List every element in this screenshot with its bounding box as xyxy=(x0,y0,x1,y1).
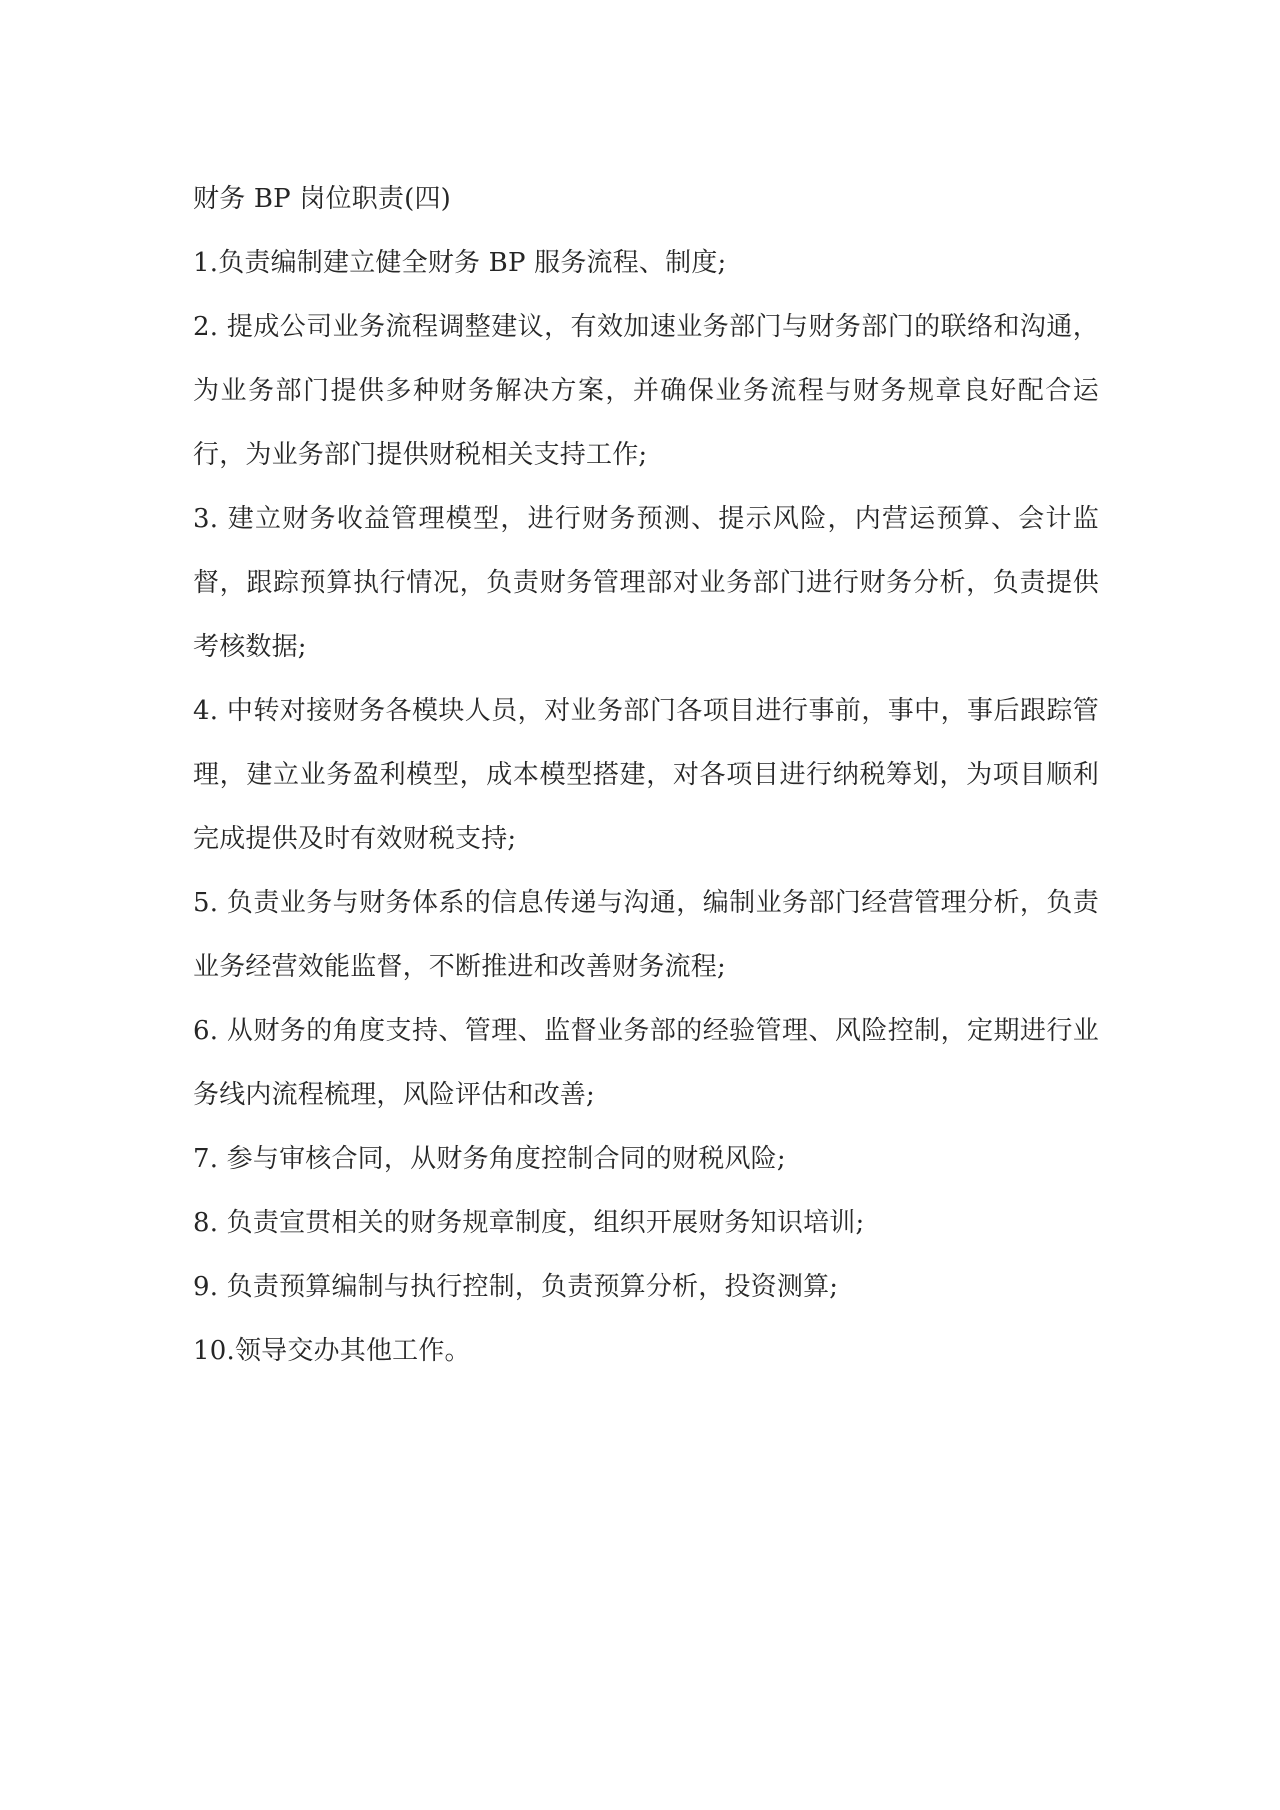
duty-item-10: 10.领导交办其他工作。 xyxy=(193,1336,471,1366)
duty-item-5: 5. 负责业务与财务体系的信息传递与沟通，编制业务部门经营管理分析，负责业务经营效能监督，不断推进和改善财务流程; xyxy=(193,888,1099,982)
duty-item-4: 4. 中转对接财务各模块人员，对业务部门各项目进行事前，事中，事后跟踪管理，建立业务盈利模型，成本模型搭建，对各项目进行纳税筹划，为项目顺利完成提供及时有效财税支持; xyxy=(193,696,1099,854)
duty-item-7: 7. 参与审核合同，从财务角度控制合同的财税风险; xyxy=(193,1144,786,1174)
duty-item-9: 9. 负责预算编制与执行控制，负责预算分析，投资测算; xyxy=(193,1272,839,1302)
duty-item-8: 8. 负责宣贯相关的财务规章制度，组织开展财务知识培训; xyxy=(193,1208,865,1238)
document-body xyxy=(193,167,1099,1383)
duty-item-2: 2. 提成公司业务流程调整建议，有效加速业务部门与财务部门的联络和沟通，为业务部门提供多种财务解决方案，并确保业务流程与财务规章良好配合运行，为业务部门提供财税相关支持工作; xyxy=(193,312,1099,470)
document-title: 财务 BP 岗位职责(四) xyxy=(193,184,452,214)
duty-item-6: 6. 从财务的角度支持、管理、监督业务部的经验管理、风险控制，定期进行业务线内流程梳理，风险评估和改善; xyxy=(193,1016,1099,1110)
duty-item-1: 1.负责编制建立健全财务 BP 服务流程、制度; xyxy=(193,248,727,278)
duty-item-3: 3. 建立财务收益管理模型，进行财务预测、提示风险，内营运预算、会计监督，跟踪预算执行情况，负责财务管理部对业务部门进行财务分析，负责提供考核数据; xyxy=(193,504,1099,662)
